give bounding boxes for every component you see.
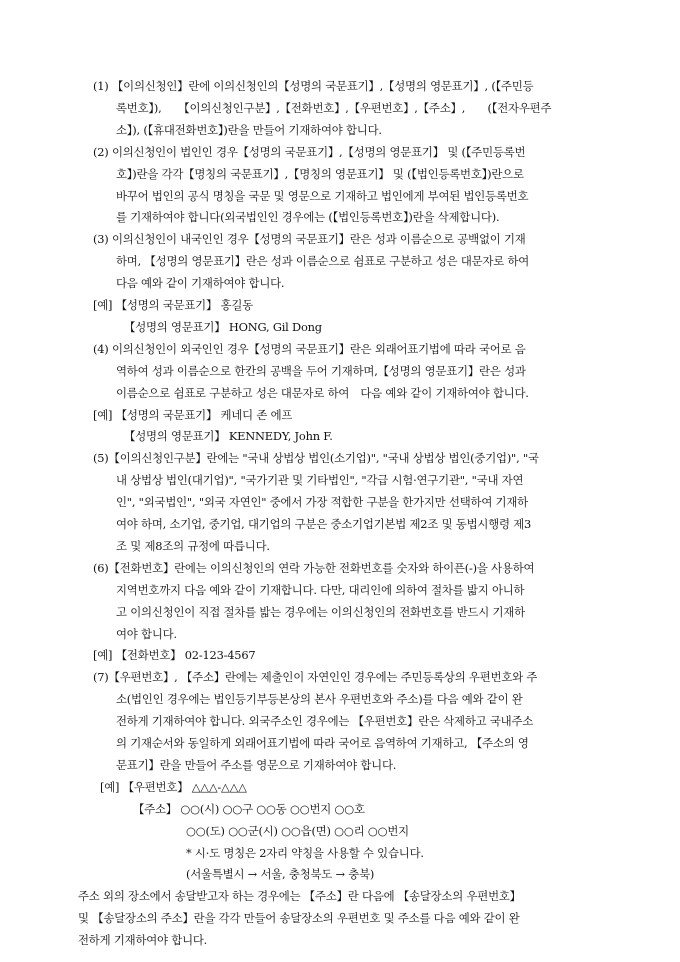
item-5-line-4: 여야 하며, 소기업, 중기업, 대기업의 구분은 중소기업기본법 제2조 및 동법시행령 제3	[116, 517, 532, 531]
item-2-line-1: (2) 이의신청인이 법인인 경우【성명의 국문표기】,【성명의 영문표기】 및 (【주민등록번	[93, 144, 526, 159]
item-6-line-1: (6)【전화번호】란에는 이의신청인의 연락 가능한 전화번호를 숫자와 하이픈(-)을 사용하여	[93, 560, 535, 575]
example-3-line-2: 【성명의 영문표기】 HONG, Gil Dong	[124, 319, 322, 334]
item-3-line-1: (3) 이의신청인이 내국인인 경우【성명의 국문표기】란은 성과 이름순으로 공백없이 기재	[93, 232, 526, 247]
item-6-line-3: 고 이의신청인이 직접 절차를 밟는 경우에는 이의신청인의 전화번호를 반드시 기재하	[116, 604, 525, 619]
item-7-line-5: 문표기】란을 만들어 주소를 영문으로 기재하여야 합니다.	[116, 757, 397, 772]
item-5-line-2: 내 상법상 법인(대기업)", "국가기관 및 기타법인", "각급 시험·연구기관", "국내 자연	[116, 473, 524, 488]
item-1-line-1: (1) 【이의신청인】란에 이의신청인의【성명의 국문표기】,【성명의 영문표기】, (【주민등	[93, 79, 534, 93]
item-7-line-1: (7)【우편번호】, 【주소】란에는 제출인이 자연인인 경우에는 주민등록상의 우편번호와 주	[93, 670, 538, 685]
item-5-line-3: 인", "외국법인", "외국 자연인" 중에서 가장 적합한 구분을 한가지만 선택하여 기재하	[116, 495, 528, 510]
example-7-postal: [예] 【우편번호】 △△△-△△△	[100, 779, 247, 794]
example-7-note: * 시·도 명칭은 2자리 약칭을 사용할 수 있습니다.	[186, 845, 424, 860]
item-4-line-3: 이름순으로 쉼표로 구분하고 성은 대문자로 하여 다음 예와 같이 기재하여야 합니다.	[116, 385, 529, 400]
item-5-line-5: 조 및 제8조의 규정에 따릅니다.	[116, 538, 270, 553]
item-7-line-3: 전하게 기재하여야 합니다. 외국주소인 경우에는 【우편번호】란은 삭제하고 국내주소	[116, 714, 534, 729]
closing-line-3: 전하게 기재하여야 합니다.	[78, 933, 208, 948]
item-4-line-1: (4) 이의신청인이 외국인인 경우【성명의 국문표기】란은 외래어표기법에 따라 국어로 음	[93, 341, 526, 356]
item-1-line-3: 소】), (【휴대전화번호】)란을 만들어 기재하여야 합니다.	[116, 122, 382, 137]
example-6-line-1: [예] 【전화번호】 02-123-4567	[93, 648, 256, 663]
item-2-line-3: 바꾸어 법인의 공식 명칭을 국문 및 영문으로 기재하고 법인에게 부여된 법인등록번호	[116, 188, 529, 203]
example-4-line-2: 【성명의 영문표기】 KENNEDY, John F.	[124, 429, 333, 444]
closing-line-2: 및 【송달장소의 주소】란을 각각 만들어 송달장소의 우편번호 및 주소를 다음 예와 같이 완	[78, 911, 520, 926]
example-7-address-2: ○○(도) ○○군(시) ○○읍(면) ○○리 ○○번지	[186, 823, 409, 838]
example-7-address-1: 【주소】 ○○(시) ○○구 ○○동 ○○번지 ○○호	[133, 801, 365, 816]
example-4-line-1: [예] 【성명의 국문표기】 케네디 존 에프	[93, 407, 293, 422]
item-2-line-2: 호】)란을 각각【명칭의 국문표기】,【명칭의 영문표기】 및 (【법인등록번호】)란으로	[116, 166, 524, 181]
item-5-line-1: (5)【이의신청인구분】란에는 "국내 상법상 법인(소기업)", "국내 상법상 법인(중기업)", "국	[93, 451, 539, 466]
item-3-line-3: 다음 예와 같이 기재하여야 합니다.	[116, 276, 285, 291]
example-3-line-1: [예] 【성명의 국문표기】 홍길동	[93, 298, 253, 312]
item-7-line-2: 소(법인인 경우에는 법인등기부등본상의 본사 우편번호와 주소)를 다음 예와 같이 완	[116, 692, 523, 707]
item-6-line-4: 여야 합니다.	[116, 626, 177, 641]
example-7-note-example: (서울특별시 → 서울, 충청북도 → 충북)	[186, 867, 375, 882]
closing-line-1: 주소 외의 장소에서 송달받고자 하는 경우에는 【주소】란 다음에 【송달장소의 우편번호】	[78, 889, 521, 904]
item-3-line-2: 하며, 【성명의 영문표기】란은 성과 이름순으로 쉼표로 구분하고 성은 대문자로 하여	[116, 254, 530, 269]
item-7-line-4: 의 기재순서와 동일하게 외래어표기법에 따라 국어로 음역하여 기재하고, 【주소의 영	[116, 736, 529, 750]
item-4-line-2: 역하여 성과 이름순으로 한칸의 공백을 두어 기재하며,【성명의 영문표기】란은 성과	[116, 363, 526, 378]
item-6-line-2: 지역번호까지 다음 예와 같이 기재합니다. 다만, 대리인에 의하여 절차를 밟지 아니하	[116, 582, 525, 597]
item-1-line-2: 록번호】), 【이의신청인구분】,【전화번호】,【우편번호】,【주소】, (【전자우편주	[116, 100, 552, 115]
item-2-line-4: 를 기재하여야 합니다(외국법인인 경우에는 (【법인등록번호】)란을 삭제합니다).	[116, 210, 500, 225]
